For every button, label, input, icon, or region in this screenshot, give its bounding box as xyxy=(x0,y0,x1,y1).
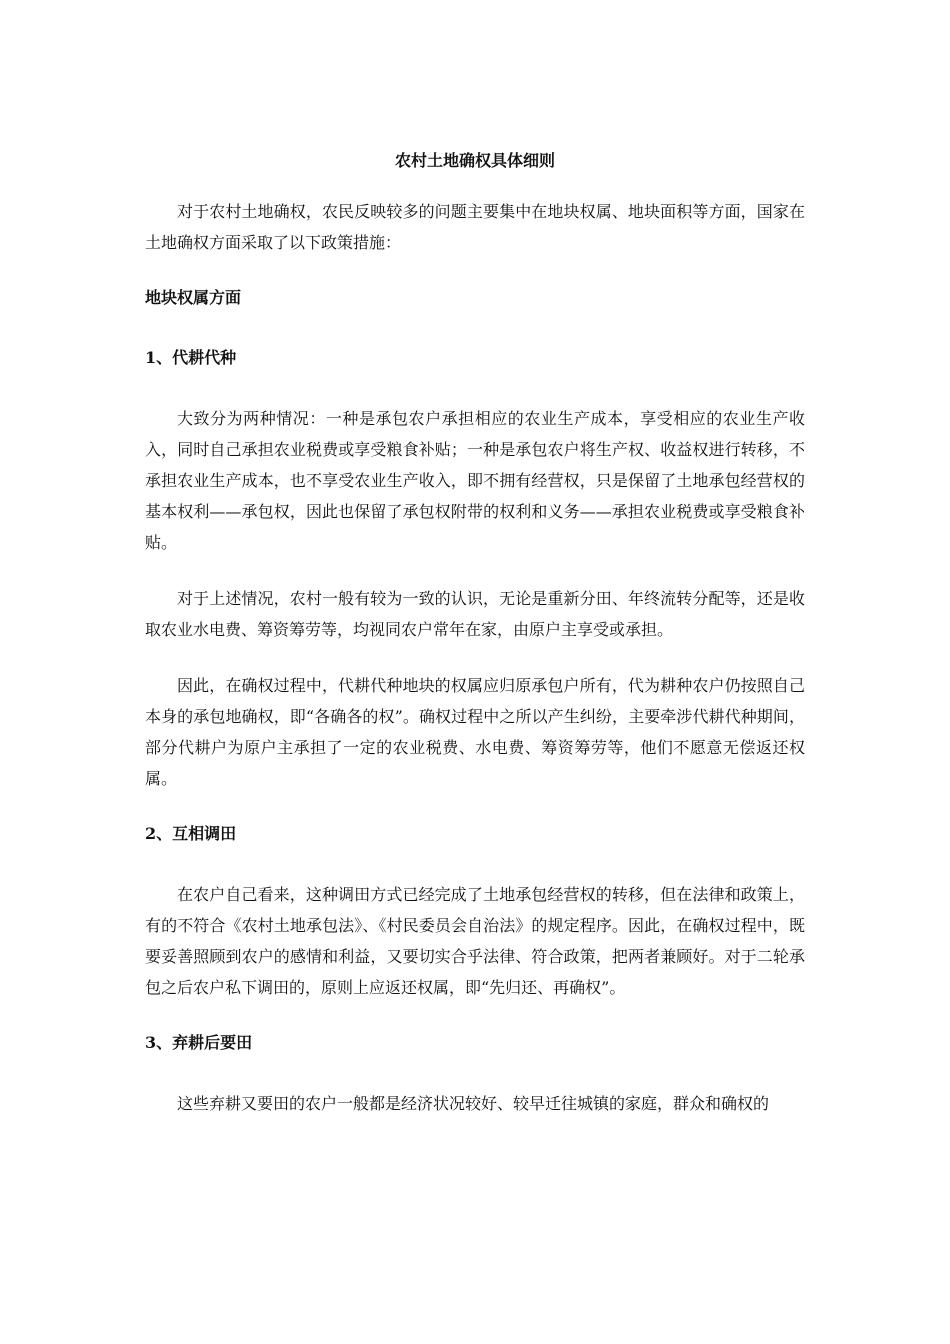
item-heading-3: 3、弃耕后要田 xyxy=(145,1033,253,1052)
item1-paragraph-1: 大致分为两种情况：一种是承包农户承担相应的农业生产成本，享受相应的农业生产收入，同时自己承担农业税费或享受粮食补贴；一种是承包农户将生产权、收益权进行转移，不承担农业生产成本，也不享受农业生产收入，即不拥有经营权，只是保留了土地承包经营权的基本权利——承包权，因此也保留了承包权附带的权利和义务——承担农业税费或享受粮食补贴。 xyxy=(145,409,805,552)
item1-paragraph-2: 对于上述情况，农村一般有较为一致的认识，无论是重新分田、年终流转分配等，还是收取农业水电费、筹资筹劳等，均视同农户常年在家，由原户主享受或承担。 xyxy=(145,589,805,639)
item-heading-1: 1、代耕代种 xyxy=(145,348,237,367)
item-heading-2: 2、互相调田 xyxy=(145,824,237,843)
section-heading-land-ownership: 地块权属方面 xyxy=(145,288,242,307)
item2-paragraph-1: 在农户自己看来，这种调田方式已经完成了土地承包经营权的转移，但在法律和政策上，有的不符合《农村土地承包法》、《村民委员会自治法》的规定程序。因此，在确权过程中，既要妥善照顾到农户的感情和利益，又要切实合乎法律、符合政策，把两者兼顾好。对于二轮承包之后农户私下调田的，原则上应返还权属，即“先归还、再确权”。 xyxy=(145,885,805,997)
document-body xyxy=(145,146,805,1144)
item1-paragraph-3: 因此，在确权过程中，代耕代种地块的权属应归原承包户所有，代为耕种农户仍按照自己本身的承包地确权，即“各确各的权”。确权过程中之所以产生纠纷，主要牵涉代耕代种期间，部分代耕户为原户主承担了一定的农业税费、水电费、筹资筹劳等，他们不愿意无偿返还权属。 xyxy=(145,676,805,788)
item3-paragraph-1: 这些弃耕又要田的农户一般都是经济状况较好、较早迁往城镇的家庭，群众和确权的 xyxy=(177,1094,770,1113)
document-title: 农村土地确权具体细则 xyxy=(394,151,555,170)
intro-paragraph: 对于农村土地确权，农民反映较多的问题主要集中在地块权属、地块面积等方面，国家在土地确权方面采取了以下政策措施： xyxy=(145,202,805,252)
